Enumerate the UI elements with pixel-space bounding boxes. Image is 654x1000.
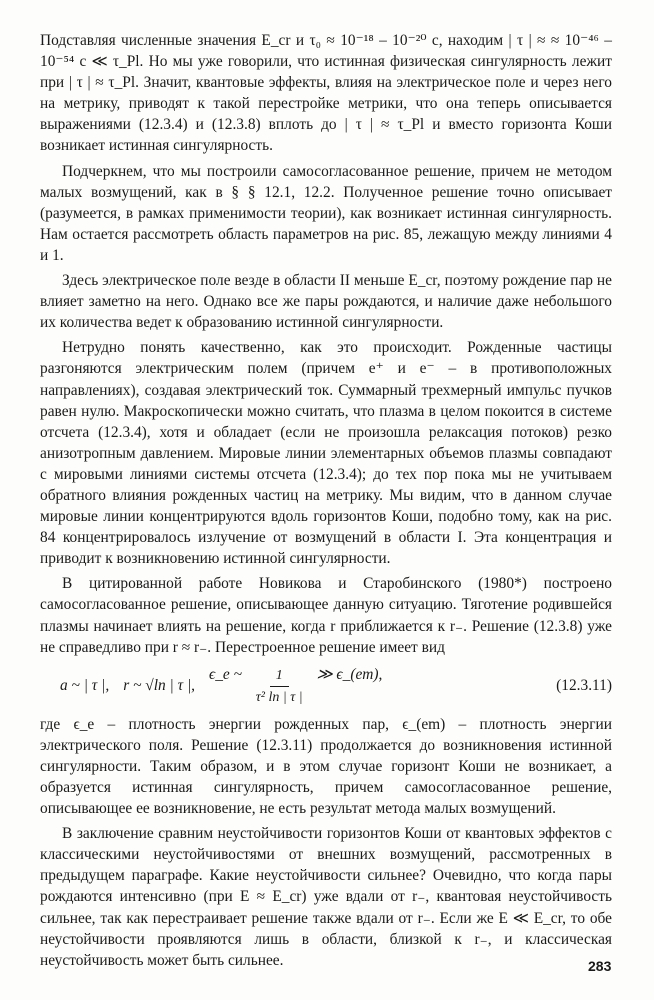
- equation-part-eps: [209, 664, 382, 708]
- equation-fraction: [250, 665, 309, 708]
- equation-12-3-11: [60, 664, 612, 708]
- fraction-numerator: 1: [270, 665, 289, 687]
- equation-body: [60, 664, 382, 708]
- paragraph-7: В заключение сравним неустойчивости горизонтов Коши от квантовых эффектов с классическими неустойчивостями от внешних возмущений, рассмотренных в предыдущем параграфе. Какие неустойчивости сильнее? Очевидно, что когда пары рождаются интенсивно (при E ≈ E_cr) уже вдали от r₋, квантовая неустойчивость сильнее, так как перестраивает решение также вдали от r₋. Если же E ≪ E_cr, то обе неустойчивости проявляются лишь в области, близкой к r₋, и классическая неустойчивость может быть сильнее.: [40, 825, 612, 969]
- paragraph-4: Нетрудно понять качественно, как это происходит. Рожденные частицы разгоняются электрическим полем (причем e⁺ и e⁻ – в противоположных направлениях), создавая электрический ток. Суммарный трехмерный импульс пучков равен нулю. Макроскопически можно считать, что плазма в целом покоится в системе отсчета (12.3.4), хотя и обладает (если не произошла релаксация потоков) резко анизотропным давлением. Мировые линии элементарных объемов плазмы совпадают с мировыми линиями системы отсчета (12.3.4); до тех пор пока мы не учитываем обратного влияния рожденных частиц на метрику. Мы видим, что в данном случае мировые линии концентрируются вдоль горизонтов Коши, подобно тому, как на рис. 84 концентрировалось излучение от возмущений в области I. Эта концентрация и приводит к возникновению истинной сингулярности.: [40, 339, 612, 568]
- equation-eps-lhs: ϵ_e ~: [209, 665, 242, 683]
- equation-eps-rhs: ≫ ϵ_(em),: [316, 665, 383, 683]
- paragraph-3: Здесь электрическое поле везде в области II меньше E_cr, поэтому рождение пар не влияет заметно на него. Однако все же пары рождаются, и наличие даже небольшого их количества ведет к образованию истинной сингулярности.: [40, 272, 612, 332]
- equation-number: (12.3.11): [556, 677, 612, 695]
- paragraph-6: где ϵ_e – плотность энергии рожденных пар, ϵ_(em) – плотность энергии электрического поля. Решение (12.3.11) продолжается до возникновения истинной сингулярности. Таким образом, и в этом случае горизонт Коши не возникает, а образуется истинная сингулярность, причем самосогласованное решение, описывающее ее возникновение, не есть результат метода малых возмущений.: [40, 715, 612, 818]
- equation-part-a: a ~ | τ |,: [60, 677, 110, 695]
- paragraph-1: Подставляя численные значения E_cr и τ₀ ≈ 10⁻¹⁸ – 10⁻²⁰ с, находим | τ | ≈ ≈ 10⁻⁴⁶ – 10⁻⁵⁴ с ≪ τ_Pl. Но мы уже говорили, что истинная физическая сингулярность лежит при | τ | ≈ τ_Pl. Значит, квантовые эффекты, влияя на электрическое поле и через него на метрику, приводят к такой перестройке метрики, что она теперь описывается выражениями (12.3.4) и (12.3.8) вплоть до | τ | ≈ τ_Pl и вместо горизонта Коши возникает истинная сингулярность.: [40, 32, 612, 155]
- body-text: [40, 30, 612, 975]
- page-number: 283: [588, 958, 612, 974]
- paragraph-2: Подчеркнем, что мы построили самосогласованное решение, причем не методом малых возмущений, как в § § 12.1, 12.2. Полученное решение точно описывает (разумеется, в рамках применимости теории), как возникает истинная сингулярность. Нам остается рассмотреть область параметров на рис. 85, лежащую между линиями 4 и 1.: [40, 162, 612, 264]
- paragraph-5: В цитированной работе Новикова и Старобинского (1980*) построено самосогласованное решение, описывающее данную ситуацию. Тяготение родившейся плазмы начинает влиять на решение, когда r приближается к r₋. Решение (12.3.8) уже не справедливо при r ≈ r₋. Перестроенное решение имеет вид: [40, 575, 612, 656]
- equation-part-r: r ~ √ln | τ |,: [123, 677, 196, 695]
- fraction-denominator: τ² ln | τ |: [255, 689, 303, 705]
